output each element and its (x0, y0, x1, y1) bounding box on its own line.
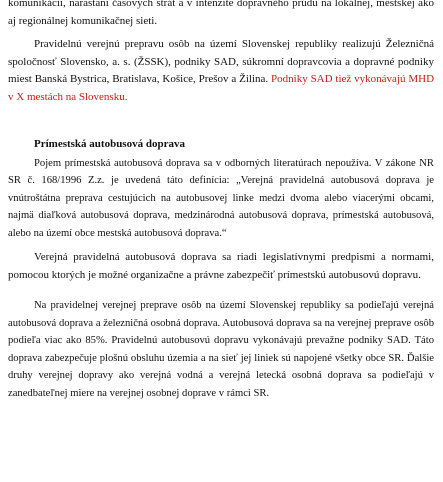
paragraph-definition: Pojem prímestská autobusová doprava sa v odborných literatúrach nepoužíva. V zákone NR SR č. 168/1996 Z.z. je uvedená táto definícia: „Verejná pravidelná autobusová doprava je vnútroštátna preprava cestujúcich na autobusovej linke medzi dvoma alebo viacerými obcami, najmä diaľková autobusová doprava, medzinárodná autobusová doprava, prímestská autobusová, alebo na území obce mestská autobusová doprava.“ (8, 157, 434, 239)
highlighted-sad-mhd-note: Podniky SAD tiež vykonávajú MHD v X mestách na Slovensku. (8, 73, 435, 103)
paragraph-operators-text: Pravidelnú verejnú prepravu osôb na území Slovenskej republiky realizujú Železničná spoločnosť Slovensko, a. s. (ŽSSK), podniky SAD, súkromní dopravcovia a dopravné podniky miest Banská Bystrica, Bratislava, Košice, Prešov a Žilina. (8, 38, 434, 85)
section-heading-suburban-bus: Prímestská autobusová doprava (34, 138, 185, 150)
paragraph-legislation: Verejná pravidelná autobusová doprava sa riadi legislatívnymi predpismi a normami, pomocou ktorých je možné organizačne a právne zabezpečiť prímestskú autobusovú dopravu. (8, 251, 434, 281)
paragraph-transport-share: Na pravidelnej verejnej preprave osôb na území Slovenskej republiky sa podieľajú verejná autobusová doprava a železničná osobná doprava. Autobusová doprava sa na verejnej preprave osôb podieľa viac ako 85%. Pravidelnú autobusovú dopravu vykonávajú prevažne podniky SAD. Táto doprava zabezpečuje plošnú obsluhu územia a na sieť jej liniek sú napojené všetky obce SR. Ďalšie druhy verejnej dopravy ako verejná vodná a verejná letecká osobná doprava sa podieľajú v zanedbateľnej miere na verejnej osobnej doprave v rámci SR. (8, 300, 434, 399)
paragraph-public-transport-operators (8, 36, 434, 106)
paragraph-intro-continuation: komunikácii, narastaní časových strát a v intenzite dopravného prúdu na lokálnej, mestskej ako aj regionálnej komunikačnej sieti. (8, 0, 434, 27)
